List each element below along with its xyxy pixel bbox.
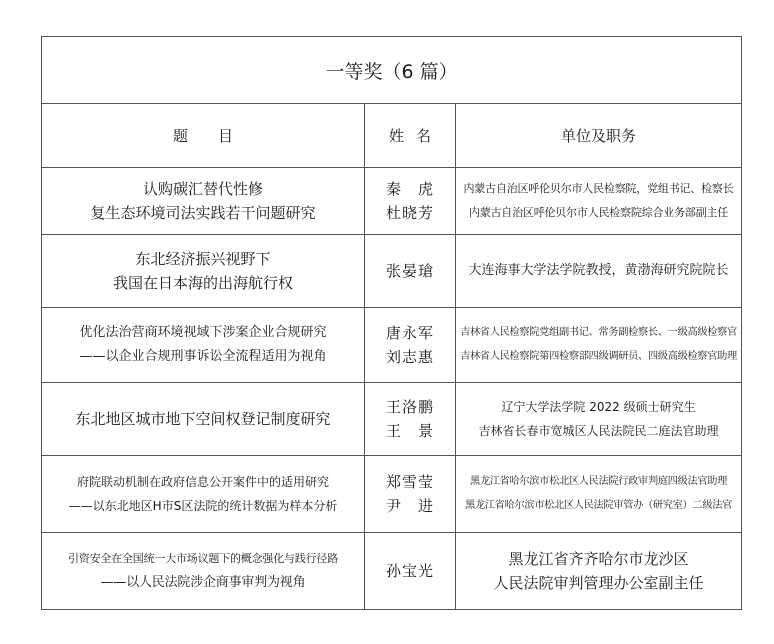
paper-title-line: 认购碳汇替代性修 (142, 180, 263, 198)
author-cell (365, 456, 456, 533)
paper-title-line: 优化法治营商环境视域下涉案企业合规研究 (79, 325, 327, 340)
author-name: 杜晓芳 (385, 204, 434, 222)
table-row (42, 308, 742, 383)
author-name: 郑雪莹 (385, 473, 434, 491)
paper-title-line: 东北经济振兴视野下 (135, 250, 271, 268)
header-row (42, 104, 742, 168)
paper-title-cell (42, 168, 365, 235)
author-name: 孙宝光 (385, 562, 434, 580)
table-row (42, 456, 742, 533)
unit-cell (456, 235, 742, 308)
unit-line: 内蒙古自治区呼伦贝尔市人民检察院综合业务部副主任 (468, 206, 729, 219)
author-name: 王洛鹏 (385, 398, 434, 416)
unit-cell (456, 533, 742, 610)
unit-line: 人民法院审判管理办公室副主任 (493, 574, 704, 592)
header-name: 姓名 (365, 104, 456, 168)
author-name: 唐永军 (385, 324, 434, 342)
paper-title-line: 复生态环境司法实践若干问题研究 (90, 204, 316, 222)
header-title: 题目 (42, 104, 365, 168)
paper-title-cell (42, 308, 365, 383)
paper-title-line: ——以东北地区H市S区法院的统计数据为样本分析 (68, 499, 338, 513)
unit-line: 大连海事大学法学院教授，黄渤海研究院院长 (468, 263, 729, 278)
author-cell (365, 168, 456, 235)
award-table (41, 36, 742, 610)
paper-title-cell (42, 235, 365, 308)
table-row (42, 533, 742, 610)
paper-title-line: 东北地区城市地下空间权登记制度研究 (75, 410, 331, 428)
author-cell (365, 308, 456, 383)
paper-title-cell (42, 383, 365, 456)
author-cell (365, 533, 456, 610)
paper-title-line: ——以企业合规刑事诉讼全流程适用为视角 (79, 349, 327, 364)
unit-line: 黑龙江省齐齐哈尔市龙沙区 (508, 550, 689, 568)
unit-line: 黑龙江省哈尔滨市松北区人民法院行政审判庭四级法官助理 (469, 476, 728, 487)
table-title: 一等奖（6 篇） (42, 37, 742, 104)
table-row (42, 235, 742, 308)
unit-cell (456, 168, 742, 235)
unit-cell (456, 456, 742, 533)
paper-title-cell (42, 456, 365, 533)
unit-line: 内蒙古自治区呼伦贝尔市人民检察院，党组书记、检察长 (463, 182, 734, 195)
author-name: 王 景 (385, 422, 434, 440)
table-row (42, 168, 742, 235)
author-name: 尹 进 (385, 497, 434, 515)
paper-title-line: 引资安全在全国统一大市场议题下的概念强化与践行径路 (68, 552, 338, 565)
table-row (42, 383, 742, 456)
unit-cell (456, 308, 742, 383)
unit-line: 吉林省人民检察院第四检察部四级调研员、四级高级检察官助理 (460, 351, 737, 362)
unit-line: 吉林省长春市宽城区人民法院民二庭法官助理 (478, 424, 719, 438)
author-name: 秦 虎 (385, 180, 434, 198)
author-name: 刘志惠 (385, 348, 434, 366)
author-name: 张晏瑲 (385, 262, 434, 280)
paper-title-line: ——以人民法院涉企商事审判为视角 (100, 575, 306, 590)
paper-title-line: 我国在日本海的出海航行权 (112, 274, 293, 292)
header-unit: 单位及职务 (456, 104, 742, 168)
paper-title-cell (42, 533, 365, 610)
unit-line: 辽宁大学法学院 2022 级硕士研究生 (501, 400, 696, 414)
unit-cell (456, 383, 742, 456)
unit-line: 吉林省人民检察院党组副书记、常务副检察长、一级高级检察官 (460, 327, 737, 338)
author-cell (365, 383, 456, 456)
author-cell (365, 235, 456, 308)
paper-title-line: 府院联动机制在政府信息公开案件中的适用研究 (76, 475, 329, 489)
unit-line: 黑龙江省哈尔滨市松北区人民法院审管办（研究室）二级法官 (465, 500, 732, 511)
